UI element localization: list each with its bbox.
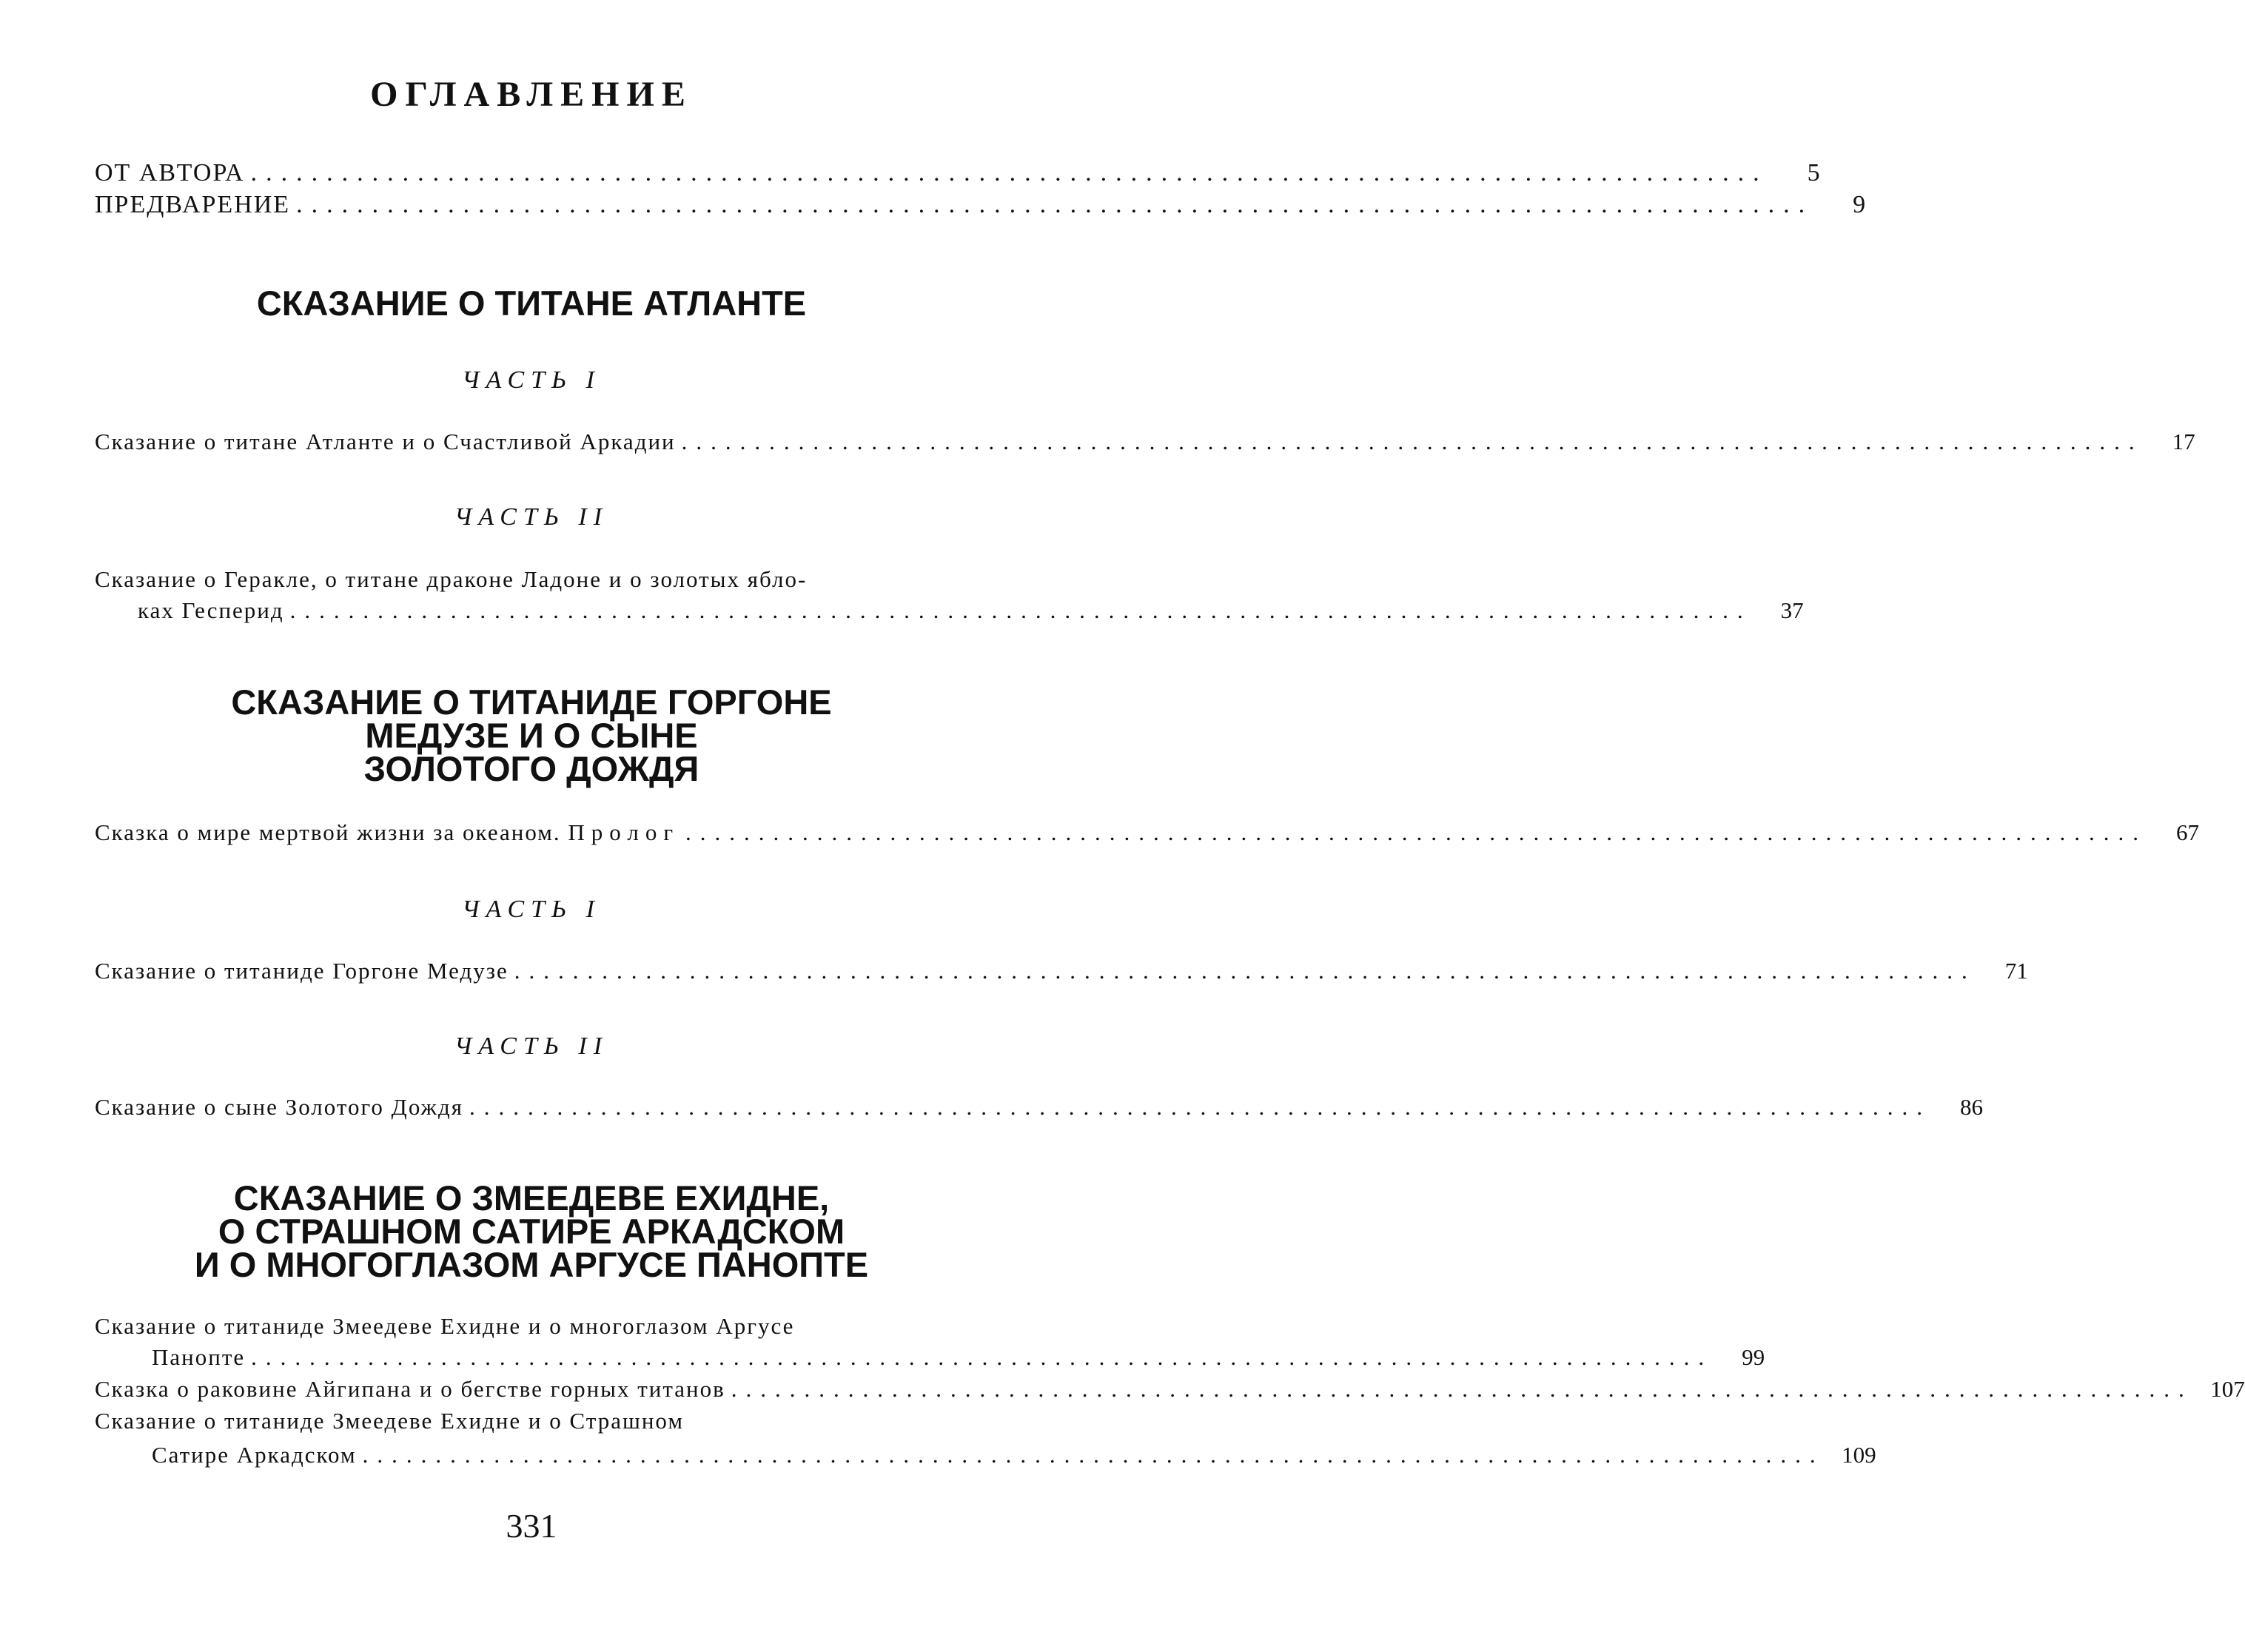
section-title-gorgona-line2: МЕДУЗЕ И О СЫНЕ (365, 716, 698, 755)
leader-dots: .................................................................................................... (681, 429, 2144, 454)
leader-dots: .................................................................................................... (514, 958, 1976, 984)
entry-page: 109 (1842, 1442, 1876, 1468)
entry-label: ках Гесперид (138, 597, 284, 623)
entry-label: ПРЕДВАРЕНИЕ (95, 191, 291, 218)
entry-page: 37 (1780, 597, 1804, 623)
toc-entry (95, 958, 2028, 989)
toc-entry-line: Сказание о титаниде Змеедеве Ехидне и о Страшном (95, 1408, 684, 1434)
toc-entry-prologue (95, 819, 2200, 850)
toc-entry (138, 597, 1804, 628)
entry-page: 17 (2172, 429, 2195, 454)
entry-page: 71 (2004, 958, 2028, 984)
section-title-gorgona-line1: СКАЗАНИЕ О ТИТАНИДЕ ГОРГОНЕ (231, 682, 832, 722)
entry-page: 107 (2210, 1376, 2245, 1402)
toc-entry-predvarenie (95, 191, 1866, 222)
entry-page: 86 (1960, 1094, 1983, 1120)
part-heading: ЧАСТЬ II (454, 503, 609, 531)
entry-label: Сказание о титане Атланте и о Счастливой Аркадии (95, 429, 676, 454)
leader-dots: .................................................................................................... (250, 159, 1768, 187)
entry-label: Сказание о сыне Золотого Дождя (95, 1094, 463, 1120)
entry-label: Сказка о раковине Айгипана и о бегстве горных титанов (95, 1376, 725, 1402)
section-title-gorgona-line3: ЗОЛОТОГО ДОЖДЯ (363, 749, 699, 788)
toc-entry (95, 1094, 1983, 1125)
entry-page: 67 (2176, 819, 2200, 845)
toc-entry-ot-avtora (95, 159, 1820, 190)
entry-label: ОТ АВТОРА (95, 159, 245, 187)
section-title-ekhidna-line2: О СТРАШНОМ САТИРЕ АРКАДСКОМ (218, 1212, 845, 1251)
toc-entry (95, 429, 2195, 460)
entry-page: 9 (1853, 191, 1866, 218)
toc-entry-line: Сказание о Геракле, о титане драконе Ладоне и о золотых ябло- (95, 566, 808, 592)
leader-dots: .................................................................................................... (362, 1442, 1825, 1468)
prologue-word: Пролог (568, 819, 680, 845)
section-title-ekhidna-line3: И О МНОГОГЛАЗОМ АРГУСЕ ПАНОПТЕ (194, 1245, 869, 1284)
leader-dots: .................................................................................................... (289, 597, 1752, 623)
toc-entry-line: Сказание о титаниде Змеедеве Ехидне и о многоглазом Аргусе (95, 1313, 795, 1339)
toc-entry (152, 1344, 1765, 1375)
leader-dots: .................................................................................................... (296, 191, 1814, 218)
page-number: 331 (506, 1507, 557, 1545)
toc-entry (95, 1376, 2245, 1407)
entry-label: Сатире Аркадском (152, 1442, 357, 1468)
section-title-ekhidna-line1: СКАЗАНИЕ О ЗМЕЕДЕВЕ ЕХИДНЕ, (233, 1178, 830, 1218)
section-title-atlant: СКАЗАНИЕ О ТИТАНЕ АТЛАНТЕ (256, 283, 807, 323)
entry-label: Сказание о титаниде Горгоне Медузе (95, 958, 509, 984)
page-title: ОГЛАВЛЕНИЕ (370, 75, 693, 114)
part-heading: ЧАСТЬ II (454, 1032, 609, 1060)
leader-dots: .................................................................................................... (251, 1344, 1714, 1370)
part-heading: ЧАСТЬ I (462, 896, 601, 923)
toc-entry (152, 1442, 1876, 1473)
entry-page: 5 (1807, 159, 1820, 187)
leader-dots: .................................................................................................... (685, 819, 2148, 845)
leader-dots: .................................................................................................... (731, 1376, 2193, 1402)
entry-label: Панопте (152, 1344, 246, 1370)
part-heading: ЧАСТЬ I (462, 366, 601, 394)
entry-page: 99 (1742, 1344, 1765, 1370)
entry-label: Сказка о мире мертвой жизни за океаном. Пролог (95, 819, 680, 845)
leader-dots: .................................................................................................... (469, 1094, 1931, 1120)
